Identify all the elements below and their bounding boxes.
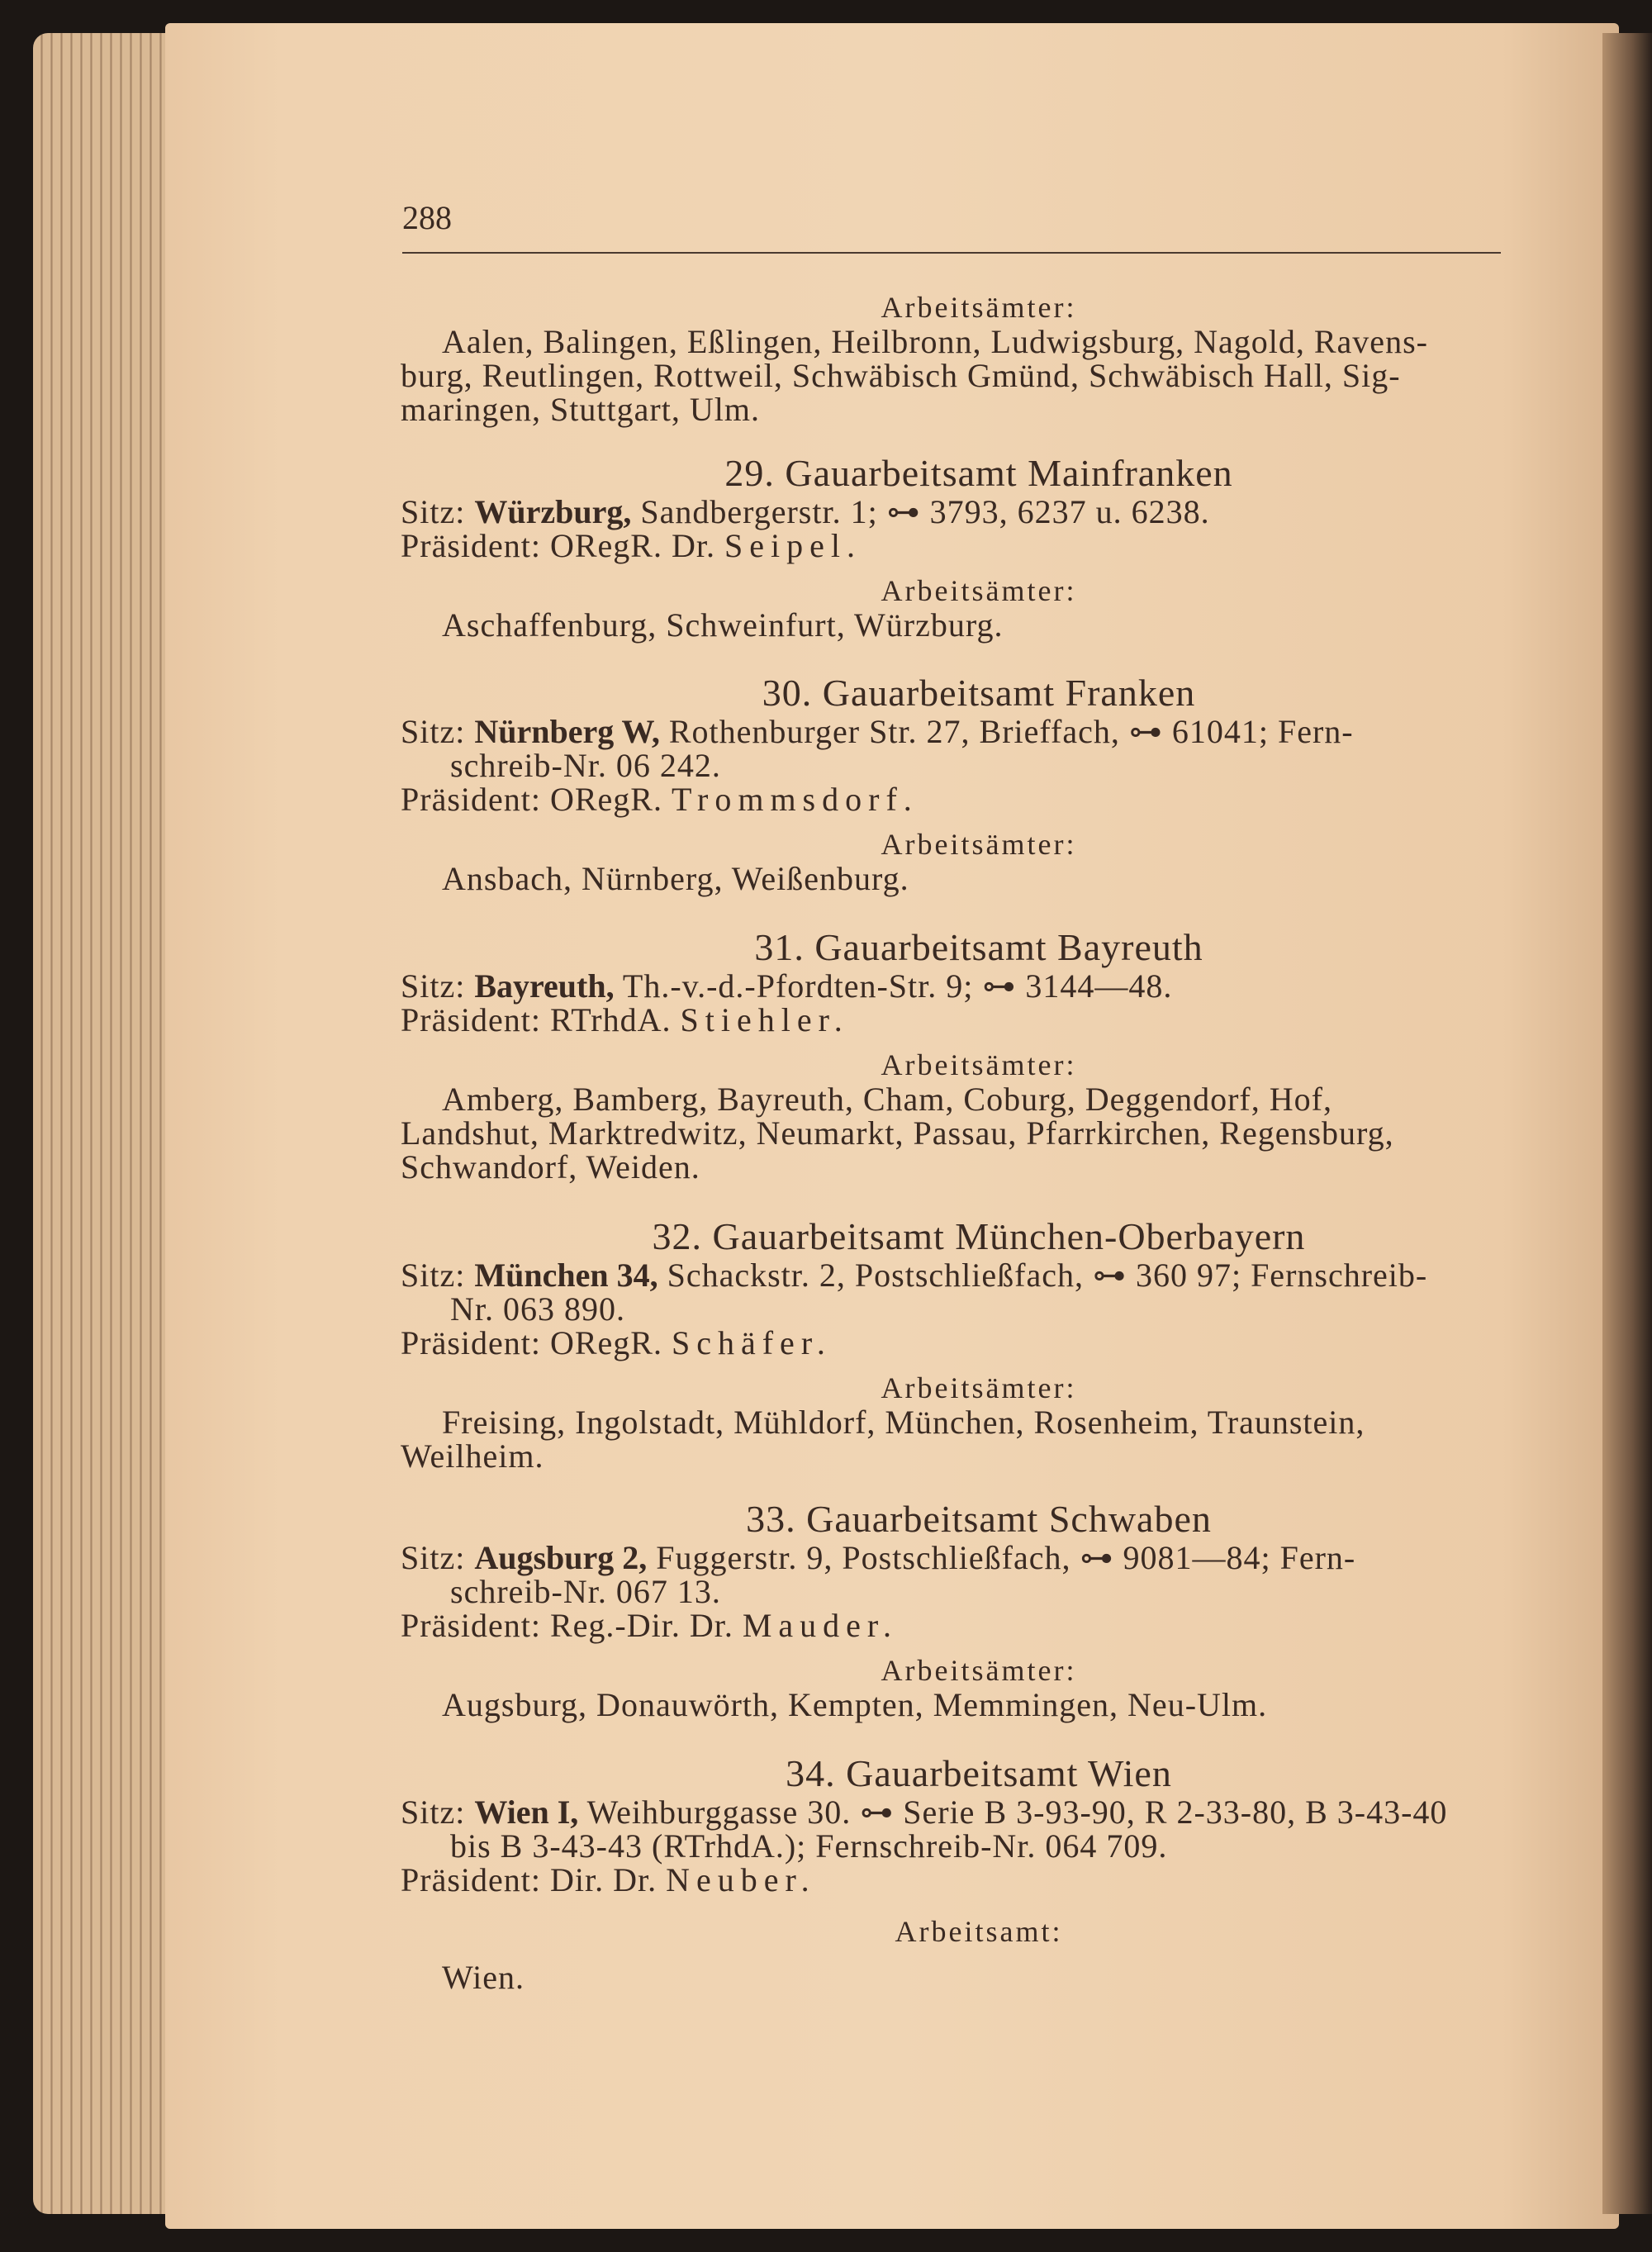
- praesident-title: ORegR.: [549, 781, 662, 818]
- offices-heading: Arbeitsamt:: [895, 1915, 1063, 1948]
- sitz-line: [401, 715, 1524, 748]
- praesident-name: Neuber.: [666, 1861, 816, 1898]
- sitz-line: [401, 1258, 1524, 1292]
- offices-line: Ansbach, Nürnberg, Weißenburg.: [442, 860, 909, 897]
- sitz-label: Sitz:: [401, 1794, 466, 1831]
- praesident-line: [401, 529, 1524, 563]
- offices-line: Amberg, Bamberg, Bayreuth, Cham, Coburg, Deggendorf, Hof,: [442, 1081, 1332, 1118]
- sitz-city: Augsburg 2,: [474, 1539, 648, 1576]
- praesident-line: [401, 1608, 1524, 1642]
- sitz-line: [401, 969, 1524, 1003]
- section-title: 34. Gauarbeitsamt Wien: [786, 1752, 1172, 1794]
- section-31: [401, 926, 1524, 1185]
- sitz-address: Weihburggasse 30. ⊶ Serie B 3-93-90, R 2-33-80, B 3-43-40: [586, 1794, 1448, 1831]
- section-32: [401, 1215, 1524, 1475]
- offices-heading: Arbeitsämter:: [881, 291, 1077, 324]
- section-title: 30. Gauarbeitsamt Franken: [762, 672, 1196, 714]
- offices-line: Weilheim.: [401, 1437, 544, 1475]
- section-title: 32. Gauarbeitsamt München-Oberbayern: [652, 1215, 1306, 1257]
- sitz-label: Sitz:: [401, 713, 466, 750]
- praesident-label: Präsident:: [401, 1001, 541, 1038]
- offices-line: Augsburg, Donauwörth, Kempten, Memmingen, Neu-Ulm.: [442, 1686, 1268, 1723]
- sitz-line: [401, 1795, 1524, 1829]
- sitz-city: Wien I,: [474, 1794, 579, 1831]
- praesident-name: Stiehler.: [680, 1001, 849, 1038]
- sitz-label: Sitz:: [401, 967, 466, 1005]
- praesident-name: Mauder.: [742, 1607, 899, 1644]
- offices-line: Landshut, Marktredwitz, Neumarkt, Passau, Pfarrkirchen, Regensburg,: [401, 1114, 1394, 1152]
- offices-line: Aschaffenburg, Schweinfurt, Würzburg.: [442, 606, 1004, 644]
- praesident-line: [401, 782, 1524, 816]
- praesident-title: Reg.-Dir. Dr.: [549, 1607, 733, 1644]
- praesident-name: Seipel.: [724, 527, 862, 564]
- header-rule: [402, 252, 1501, 254]
- offices-heading: Arbeitsämter:: [881, 1654, 1077, 1687]
- praesident-line: [401, 1003, 1524, 1037]
- offices-line: Wien.: [442, 1959, 525, 1996]
- sitz-continuation: schreib-Nr. 067 13.: [450, 1573, 721, 1610]
- praesident-label: Präsident:: [401, 1324, 541, 1361]
- praesident-line: [401, 1863, 1524, 1897]
- praesident-name: Trommsdorf.: [671, 781, 919, 818]
- offices-line: Aalen, Balingen, Eßlingen, Heilbronn, Ludwigsburg, Nagold, Ravens-: [442, 323, 1428, 360]
- praesident-title: ORegR. Dr.: [549, 527, 715, 564]
- sitz-label: Sitz:: [401, 1257, 466, 1294]
- sitz-line: [401, 495, 1524, 529]
- sitz-address: Schackstr. 2, Postschließfach, ⊶ 360 97; Fernschreib-: [667, 1257, 1428, 1294]
- offices-heading: Arbeitsämter:: [881, 828, 1077, 861]
- section-title: 29. Gauarbeitsamt Mainfranken: [724, 452, 1233, 494]
- offices-line: maringen, Stuttgart, Ulm.: [401, 391, 760, 428]
- sitz-address: Th.-v.-d.-Pfordten-Str. 9; ⊶ 3144—48.: [622, 967, 1173, 1005]
- offices-line: burg, Reutlingen, Rottweil, Schwäbisch Gmünd, Schwäbisch Hall, Sig-: [401, 357, 1401, 394]
- page-number: 288: [402, 199, 452, 236]
- section-33: [401, 1498, 1524, 1723]
- sitz-address: Fuggerstr. 9, Postschließfach, ⊶ 9081—84; Fern-: [656, 1539, 1356, 1576]
- praesident-label: Präsident:: [401, 527, 541, 564]
- sitz-address: Rothenburger Str. 27, Brieffach, ⊶ 61041; Fern-: [668, 713, 1354, 750]
- section-34: [401, 1752, 1524, 1996]
- sitz-city: Nürnberg W,: [474, 713, 660, 750]
- sitz-city: München 34,: [474, 1257, 658, 1294]
- section-title: 31. Gauarbeitsamt Bayreuth: [754, 926, 1203, 968]
- intro-offices: [401, 291, 1524, 426]
- praesident-label: Präsident:: [401, 1861, 541, 1898]
- sitz-city: Würzburg,: [474, 493, 632, 530]
- sitz-continuation: bis B 3-43-43 (RTrhdA.); Fernschreib-Nr. 064 709.: [450, 1827, 1168, 1865]
- sitz-line: [401, 1541, 1524, 1575]
- offices-heading: Arbeitsämter:: [881, 574, 1077, 607]
- sitz-continuation: schreib-Nr. 06 242.: [450, 747, 721, 784]
- section-title: 33. Gauarbeitsamt Schwaben: [746, 1498, 1212, 1540]
- offices-line: Schwandorf, Weiden.: [401, 1148, 700, 1185]
- sitz-continuation: Nr. 063 890.: [450, 1290, 625, 1328]
- sitz-address: Sandbergerstr. 1; ⊶ 3793, 6237 u. 6238.: [640, 493, 1210, 530]
- praesident-title: ORegR.: [549, 1324, 662, 1361]
- sitz-label: Sitz:: [401, 493, 466, 530]
- praesident-label: Präsident:: [401, 781, 541, 818]
- sitz-city: Bayreuth,: [474, 967, 615, 1005]
- praesident-label: Präsident:: [401, 1607, 541, 1644]
- praesident-title: Dir. Dr.: [549, 1861, 657, 1898]
- offices-heading: Arbeitsämter:: [881, 1048, 1077, 1081]
- praesident-line: [401, 1326, 1524, 1360]
- praesident-name: Schäfer.: [671, 1324, 832, 1361]
- book-gutter: [1602, 33, 1652, 2214]
- offices-line: Freising, Ingolstadt, Mühldorf, München, Rosenheim, Traunstein,: [442, 1404, 1365, 1441]
- offices-heading: Arbeitsämter:: [881, 1371, 1077, 1404]
- section-30: [401, 672, 1524, 897]
- section-29: [401, 452, 1524, 644]
- praesident-title: RTrhdA.: [549, 1001, 672, 1038]
- sitz-label: Sitz:: [401, 1539, 466, 1576]
